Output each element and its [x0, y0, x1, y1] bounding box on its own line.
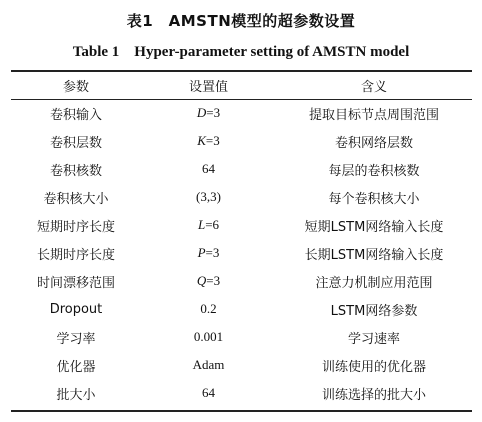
param-value-text: 64 — [202, 161, 215, 176]
param-meaning-cell: LSTM网络参数 — [330, 303, 418, 319]
table-row — [11, 211, 472, 239]
param-meaning-cell: 短期LSTM网络输入长度 — [304, 219, 444, 235]
hyperparameter-table — [11, 71, 472, 407]
param-value-cell — [141, 379, 276, 407]
table-caption-english: Table 1 Hyper-parameter setting of AMSTN model — [72, 44, 410, 60]
table-caption-chinese: 表1 AMSTN模型的超参数设置 — [126, 12, 356, 30]
param-value-text: 0.2 — [200, 301, 217, 316]
param-meaning-cell: 卷积网络层数 — [334, 135, 413, 151]
table-bottom-rule — [11, 410, 472, 412]
param-value-text: =3 — [206, 105, 221, 120]
param-value-text: =3 — [205, 133, 220, 148]
param-value-cell — [141, 99, 276, 127]
param-value-text: 64 — [202, 385, 215, 400]
param-variable-symbol: K — [197, 133, 206, 148]
table-row — [11, 127, 472, 155]
param-name-cell: 短期时序长度 — [36, 219, 115, 235]
param-value-cell — [141, 211, 276, 239]
param-variable-symbol: L — [197, 217, 206, 232]
param-value-text: Adam — [192, 357, 225, 372]
param-value-text: (3,3) — [196, 189, 221, 204]
param-name-cell: 卷积层数 — [49, 135, 102, 151]
param-name-cell: 长期时序长度 — [36, 247, 115, 263]
column-header-meaning: 含义 — [360, 79, 387, 95]
table-row — [11, 295, 472, 323]
param-meaning-cell: 每层的卷积核数 — [328, 163, 420, 179]
param-name-cell: 卷积核大小 — [43, 191, 109, 207]
param-name-cell: 批大小 — [56, 387, 96, 403]
param-meaning-cell: 注意力机制应用范围 — [315, 275, 433, 291]
param-value-cell — [141, 127, 276, 155]
param-value-cell — [141, 155, 276, 183]
param-meaning-cell: 长期LSTM网络输入长度 — [304, 247, 444, 263]
param-name-cell: 学习率 — [56, 331, 96, 347]
param-meaning-cell: 每个卷积核大小 — [328, 191, 420, 207]
param-value-cell — [141, 183, 276, 211]
param-value-text: =3 — [205, 245, 220, 260]
param-value-text: =6 — [205, 217, 220, 232]
table-row — [11, 379, 472, 407]
table-row — [11, 239, 472, 267]
param-variable-symbol: D — [196, 105, 207, 120]
table-body — [11, 99, 472, 407]
table-row — [11, 99, 472, 127]
param-value-cell — [141, 351, 276, 379]
param-value-cell — [141, 239, 276, 267]
table-row — [11, 155, 472, 183]
param-value-cell — [141, 295, 276, 323]
param-name-cell: 卷积核数 — [49, 163, 102, 179]
table-row — [11, 351, 472, 379]
param-meaning-cell: 训练使用的优化器 — [321, 359, 426, 375]
param-name-cell: 卷积输入 — [49, 107, 102, 123]
table-row — [11, 183, 472, 211]
param-variable-symbol: P — [197, 245, 206, 260]
table-row — [11, 267, 472, 295]
param-meaning-cell: 提取目标节点周围范围 — [308, 107, 439, 123]
param-value-text: 0.001 — [193, 329, 224, 344]
column-header-value: 设置值 — [188, 79, 228, 95]
param-name-cell: Dropout — [49, 301, 103, 317]
param-value-cell — [141, 323, 276, 351]
table-row — [11, 323, 472, 351]
column-header-param: 参数 — [62, 79, 89, 95]
param-name-cell: 时间漂移范围 — [36, 275, 115, 291]
param-meaning-cell: 学习速率 — [347, 331, 400, 347]
param-name-cell: 优化器 — [56, 359, 96, 375]
param-meaning-cell: 训练选择的批大小 — [321, 387, 426, 403]
param-variable-symbol: Q — [196, 273, 207, 288]
param-value-cell — [141, 267, 276, 295]
param-value-text: =3 — [206, 273, 221, 288]
table-header-row — [11, 71, 472, 99]
